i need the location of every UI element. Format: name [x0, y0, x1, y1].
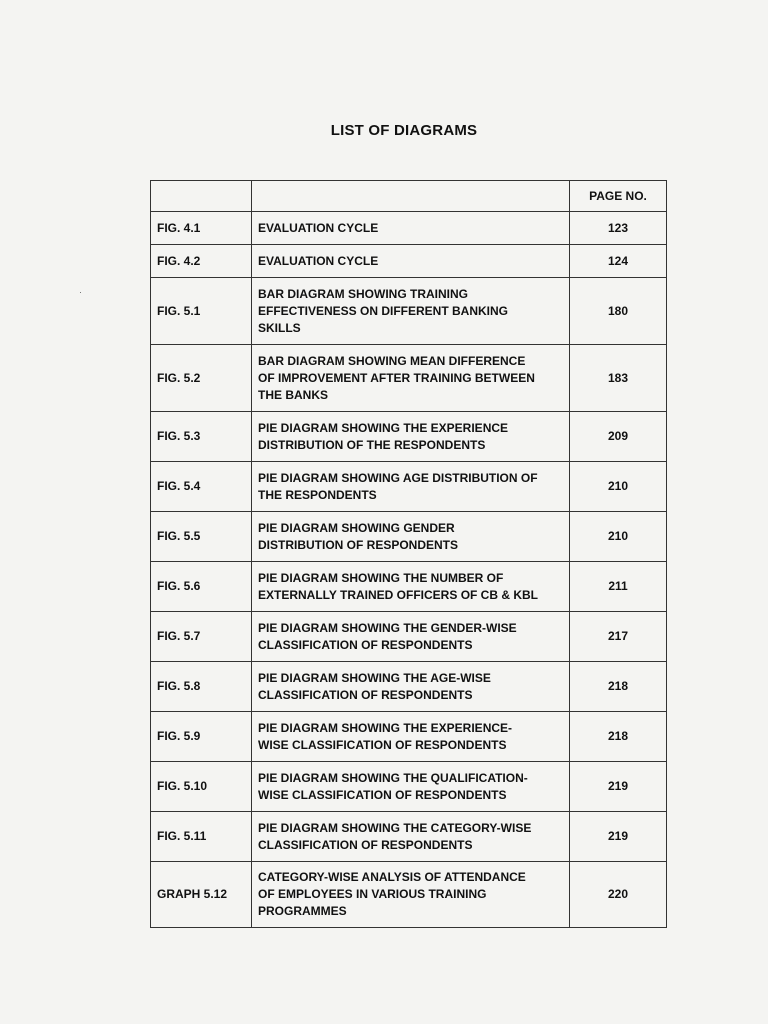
figure-description [252, 212, 570, 245]
description-line: BAR DIAGRAM SHOWING MEAN DIFFERENCE [258, 353, 526, 368]
table-row [151, 245, 667, 278]
page-number: 180 [570, 278, 667, 345]
table-row [151, 662, 667, 712]
description-line: THE RESPONDENTS [258, 487, 377, 502]
description-line: PROGRAMMES [258, 904, 347, 918]
table-row [151, 712, 667, 762]
figure-description [252, 345, 570, 412]
figure-description [252, 562, 570, 612]
figure-number: FIG. 5.2 [151, 345, 252, 412]
description-line: THE BANKS [258, 387, 329, 402]
figure-number: FIG. 5.7 [151, 612, 252, 662]
figure-number: FIG. 5.5 [151, 512, 252, 562]
figure-description [252, 462, 570, 512]
figure-number: FIG. 4.2 [151, 245, 252, 278]
description-line: PIE DIAGRAM SHOWING THE AGE-WISE [258, 670, 491, 685]
description-line: EVALUATION CYCLE [258, 220, 379, 235]
header-page-no: PAGE NO. [570, 181, 667, 212]
description-line: OF EMPLOYEES IN VARIOUS TRAINING [258, 887, 487, 901]
page-number: 209 [570, 412, 667, 462]
figure-number: FIG. 5.1 [151, 278, 252, 345]
table-row [151, 512, 667, 562]
page-number: 219 [570, 762, 667, 812]
figure-number: FIG. 5.6 [151, 562, 252, 612]
table-row [151, 345, 667, 412]
table-row [151, 862, 667, 928]
header-row [151, 181, 667, 212]
figure-description [252, 278, 570, 345]
description-line: PIE DIAGRAM SHOWING GENDER [258, 520, 455, 535]
figure-number: FIG. 5.8 [151, 662, 252, 712]
description-line: DISTRIBUTION OF RESPONDENTS [258, 537, 459, 552]
figure-number: FIG. 5.4 [151, 462, 252, 512]
header-description-cell [252, 181, 570, 212]
figure-number: GRAPH 5.12 [151, 862, 252, 928]
figure-number: FIG. 5.9 [151, 712, 252, 762]
figure-description [252, 412, 570, 462]
description-line: CLASSIFICATION OF RESPONDENTS [258, 837, 473, 852]
table-row [151, 562, 667, 612]
page-number: 220 [570, 862, 667, 928]
description-line: PIE DIAGRAM SHOWING THE NUMBER OF [258, 570, 504, 585]
table-row [151, 812, 667, 862]
page-number: 211 [570, 562, 667, 612]
figure-description [252, 612, 570, 662]
figure-description [252, 862, 570, 928]
page-number: 217 [570, 612, 667, 662]
figure-number: FIG. 5.3 [151, 412, 252, 462]
description-line: EFFECTIVENESS ON DIFFERENT BANKING [258, 303, 509, 318]
page-number: 210 [570, 462, 667, 512]
page-number: 123 [570, 212, 667, 245]
figure-description [252, 662, 570, 712]
header-fig-cell [151, 181, 252, 212]
page-number: 124 [570, 245, 667, 278]
page-number: 218 [570, 662, 667, 712]
figure-description [252, 712, 570, 762]
table-row [151, 462, 667, 512]
description-line: PIE DIAGRAM SHOWING THE EXPERIENCE- [258, 720, 513, 735]
scan-speck [80, 292, 81, 293]
page-title: LIST OF DIAGRAMS [330, 122, 478, 139]
page-number: 219 [570, 812, 667, 862]
description-line: EXTERNALLY TRAINED OFFICERS OF CB & KBL [258, 587, 539, 602]
figure-description [252, 512, 570, 562]
description-line: PIE DIAGRAM SHOWING THE EXPERIENCE [258, 420, 509, 435]
description-line: CATEGORY-WISE ANALYSIS OF ATTENDANCE [258, 870, 526, 884]
table-row [151, 278, 667, 345]
description-line: CLASSIFICATION OF RESPONDENTS [258, 637, 473, 652]
description-line: PIE DIAGRAM SHOWING THE CATEGORY-WISE [258, 820, 532, 835]
description-line: EVALUATION CYCLE [258, 253, 379, 268]
table-row [151, 212, 667, 245]
description-line: DISTRIBUTION OF THE RESPONDENTS [258, 437, 486, 452]
figure-number: FIG. 5.11 [151, 812, 252, 862]
description-line: PIE DIAGRAM SHOWING AGE DISTRIBUTION OF [258, 470, 538, 485]
description-line: SKILLS [258, 320, 301, 335]
description-line: OF IMPROVEMENT AFTER TRAINING BETWEEN [258, 370, 535, 385]
description-line: PIE DIAGRAM SHOWING THE GENDER-WISE [258, 620, 517, 635]
table-row [151, 412, 667, 462]
figure-number: FIG. 4.1 [151, 212, 252, 245]
description-line: WISE CLASSIFICATION OF RESPONDENTS [258, 787, 507, 802]
figure-number: FIG. 5.10 [151, 762, 252, 812]
description-line: BAR DIAGRAM SHOWING TRAINING [258, 286, 468, 301]
page-number: 183 [570, 345, 667, 412]
diagrams-table [150, 180, 667, 928]
figure-description [252, 812, 570, 862]
page-number: 210 [570, 512, 667, 562]
table-row [151, 612, 667, 662]
description-line: WISE CLASSIFICATION OF RESPONDENTS [258, 737, 507, 752]
table-row [151, 762, 667, 812]
description-line: PIE DIAGRAM SHOWING THE QUALIFICATION- [258, 770, 528, 785]
figure-description [252, 245, 570, 278]
figure-description [252, 762, 570, 812]
page-number: 218 [570, 712, 667, 762]
description-line: CLASSIFICATION OF RESPONDENTS [258, 687, 473, 702]
